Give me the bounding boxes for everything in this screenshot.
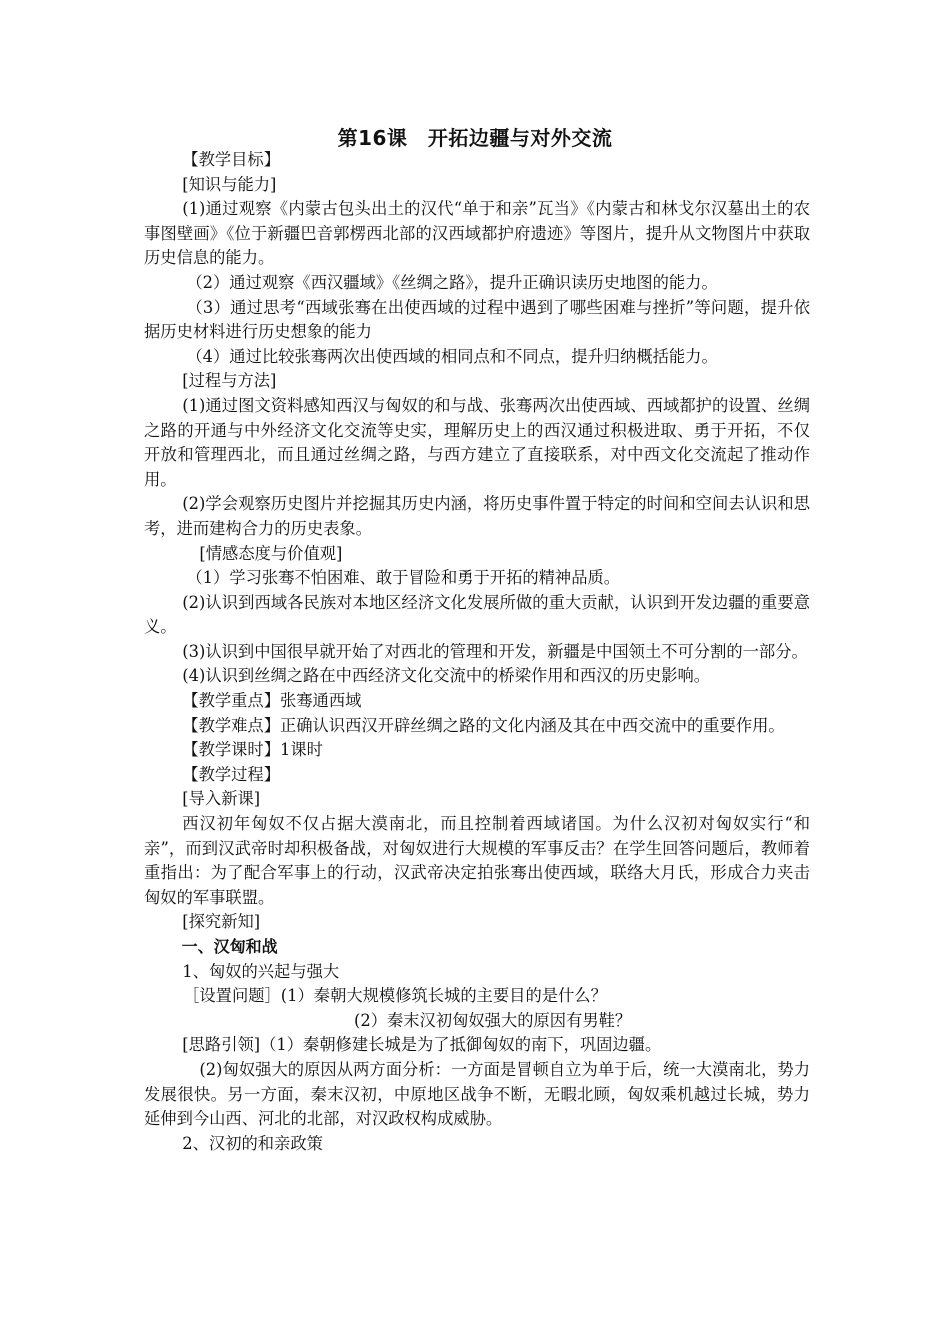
teaching-difficulty: 【教学难点】正确认识西汉开辟丝绸之路的文化内涵及其在中西交流中的重要作用。 bbox=[182, 715, 785, 735]
paragraph: （2）通过观察《西汉疆域》《丝绸之路》，提升正确识读历史地图的能力。 bbox=[186, 272, 718, 292]
section-heading-objectives: 【教学目标】 bbox=[182, 150, 280, 169]
subheading-knowledge-ability: [知识与能力] bbox=[182, 174, 277, 194]
section-heading-process: 【教学过程】 bbox=[182, 764, 280, 784]
subheading-explore: [探究新知] bbox=[182, 912, 261, 932]
teaching-hours: 【教学课时】1课时 bbox=[182, 740, 323, 760]
teaching-key-point: 【教学重点】张骞通西域 bbox=[182, 691, 362, 711]
paragraph: （3）通过思考“西域张骞在出使西域的过程中遇到了哪些困难与挫折”等问题，提升依据历史材料进行历史想象的能力 bbox=[144, 297, 810, 342]
subsection-heading: 1、匈奴的兴起与强大 bbox=[182, 961, 340, 981]
answer-1: [思路引领]（1）秦朝修建长城是为了抵御匈奴的南下，巩固边疆。 bbox=[182, 1035, 662, 1055]
paragraph: (2)认识到西域各民族对本地区经济文化发展所做的重大贡献，认识到开发边疆的重要意义。 bbox=[144, 592, 810, 637]
subsection-heading: 2、汉初的和亲政策 bbox=[182, 1133, 323, 1153]
paragraph: (3)认识到中国很早就开始了对西北的管理和开发，新疆是中国领土不可分割的一部分。 bbox=[182, 641, 808, 661]
paragraph: (2)学会观察历史图片并挖掘其历史内涵，将历史事件置于特定的时间和空间去认识和思考，进而建构合力的历史表象。 bbox=[144, 494, 810, 538]
paragraph: (1)通过观察《内蒙古包头出土的汉代“单于和亲”瓦当》《内蒙古和林戈尔汉墓出土的农事图壁画》《位于新疆巴音郭楞西北部的汉西域都护府遗迹》等图片，提升从文物图片中获取历史信息的能力。 bbox=[144, 199, 810, 268]
subheading-process-method: [过程与方法] bbox=[182, 371, 277, 391]
subheading-intro: [导入新课] bbox=[182, 789, 261, 809]
question-2: (2）秦末汉初匈奴强大的原因有男鞋？ bbox=[354, 1010, 632, 1030]
paragraph: (4)认识到丝绸之路在中西经济文化交流中的桥梁作用和西汉的历史影响。 bbox=[182, 666, 711, 686]
answer-2: (2)匈奴强大的原因从两方面分析：一方面是冒顿自立为单于后，统一大漠南北，势力发展很快。另一方面，秦末汉初，中原地区战争不断，无暇北顾，匈奴乘机越过长城，势力延伸到今山西、河北的北部，对汉政权构成威胁。 bbox=[144, 1059, 810, 1129]
paragraph: （4）通过比较张骞两次出使西域的相同点和不同点，提升归纳概括能力。 bbox=[186, 346, 718, 366]
paragraph: 西汉初年匈奴不仅占据大漠南北，而且控制着西域诸国。为什么汉初对匈奴实行“和亲”，而到汉武帝时却积极备战，对匈奴进行大规模的军事反击？在学生回答问题后，教师着重指出：为了配合军事上的行动，汉武帝决定拍张骞出使西域，联络大月氏，形成合力夹击匈奴的军事联盟。 bbox=[144, 814, 810, 907]
paragraph: （1）学习张骞不怕困难、敢于冒险和勇于开拓的精神品质。 bbox=[186, 568, 621, 588]
lesson-body bbox=[144, 148, 810, 1156]
paragraph: (1)通过图文资料感知西汉与匈奴的和与战、张骞两次出使西域、西域都护的设置、丝绸之路的开通与中外经济文化交流等史实，理解历史上的西汉通过积极进取、勇于开拓，不仅开放和管理西北，而且通过丝绸之路，与西方建立了直接联系，对中西文化交流起了推动作用。 bbox=[144, 395, 810, 489]
section-heading-han-xiongnu: 一、汉匈和战 bbox=[181, 937, 278, 956]
subheading-emotion-values: [情感态度与价值观] bbox=[199, 543, 343, 563]
lesson-title: 第16课 开拓边疆与对外交流 bbox=[337, 126, 613, 150]
question-1: ［设置问题］(1）秦朝大规模修筑长城的主要目的是什么？ bbox=[183, 986, 607, 1006]
